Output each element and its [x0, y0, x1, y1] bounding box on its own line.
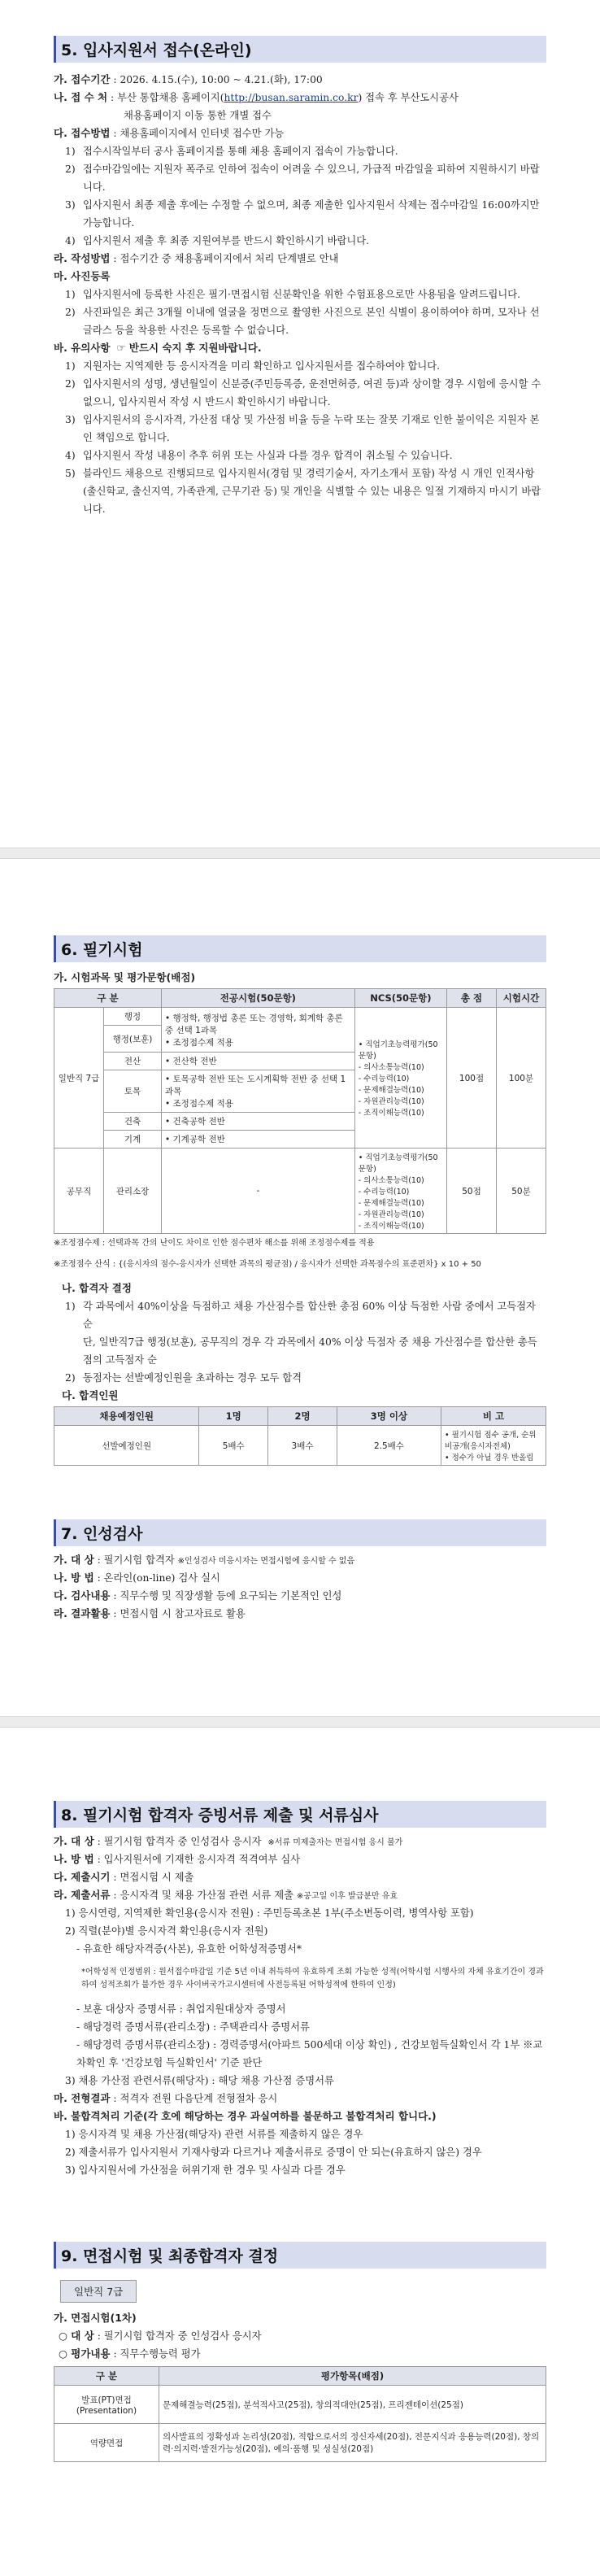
pass-td-3: 2.5배수	[337, 1426, 441, 1466]
list-item-number: 1)	[65, 1301, 76, 1312]
list-item-text: 입사지원서의 응시자격, 가산점 대상 및 가산점 비율 등을 누락 또는 잘못 기재로 인한 불이익은 지원자 본인 책임으로 합니다.	[83, 414, 540, 443]
s5-ma-label: 마. 사진등록	[54, 270, 111, 282]
s5-na-text: : 부산 통합채용 홈페이지(	[111, 92, 224, 103]
s8-ra-note: ※공고일 이후 발급분만 유효	[296, 1892, 398, 1901]
s9-o1-label: ○ 대 상	[59, 2330, 94, 2342]
section-5-title: 5. 입사지원서 접수(온라인)	[54, 36, 546, 63]
th-ncs: NCS(50문항)	[354, 989, 446, 1008]
pass-td-0: 선발예정인원	[54, 1426, 199, 1466]
list-item-number: 5)	[65, 468, 76, 479]
s7-item-text: : 온라인(on-line) 검사 실시	[97, 1572, 220, 1584]
s6-ga-label: 가. 시험과목 및 평가문항(배점)	[54, 971, 196, 983]
list-item	[65, 232, 546, 250]
list-item-number: 1)	[65, 146, 76, 157]
s9-o2-label: ○ 평가내용	[59, 2347, 111, 2360]
s7-item-label: 라. 결과활용	[54, 1607, 111, 1619]
s7-item-text: : 필기시험 합격자	[97, 1554, 175, 1566]
list-item	[65, 464, 546, 518]
s8-ma-label: 마. 전형결과	[54, 2092, 111, 2104]
list-item-text: 지원자는 지역제한 등 응시자격을 미리 확인하고 입사지원서를 접수하여야 합니다.	[83, 360, 441, 372]
iv-row0-type: 발표(PT)면접 (Presentation)	[54, 2386, 159, 2424]
list-item: - 해당경력 증명서류(관리소장) : 경력증명서(아파트 500세대 이상 확인) , 건강보험득실확인서 각 1부 ※교차확인 후 '건강보험 득실확인서' 기준 판단	[76, 2039, 543, 2068]
pass-td-2: 3배수	[268, 1426, 337, 1466]
list-item-text: 사진파일은 최근 3개월 이내에 얼굴을 정면으로 촬영한 사진으로 본인 식별이 용이하여야 하며, 모자나 선글라스 등을 착용한 사진은 등록할 수 없습니다.	[83, 307, 540, 336]
s5-na-label: 나. 접 수 처	[54, 91, 108, 103]
field-cell: 전산	[104, 1053, 162, 1070]
list-item-text: 단, 일반직7급 행정(보훈), 공무직의 경우 각 과목에서 40% 이상 득점자 중 채용 가산점수를 합산한 총득점의 고득점자 순	[83, 1336, 537, 1366]
s7-item-label: 가. 대 상	[54, 1554, 94, 1566]
major-cell: • 전산학 전반	[162, 1053, 355, 1070]
s6-na-list	[54, 1297, 546, 1387]
list-item-number: 3)	[65, 414, 76, 425]
list-item	[65, 411, 546, 447]
section-6-title: 6. 필기시험	[54, 935, 546, 962]
pass-th-2: 2명	[268, 1407, 337, 1426]
list-item-number: 1)	[65, 289, 76, 300]
list-item-text: 접수시작일부터 공사 홈페이지를 통해 채용 홈페이지 접속이 가능합니다.	[83, 146, 398, 157]
list-item: 3) 채용 가산점 관련서류(해당자) : 해당 채용 가산점 증명서류	[65, 2075, 334, 2086]
major-cell: • 기계공학 전반	[162, 1131, 355, 1149]
list-item: 2) 직렬(분야)별 응시자격 확인용(응시자 전원)	[65, 1925, 268, 1937]
time-cell: 100분	[497, 1008, 546, 1149]
s7-item-text: : 면접시험 시 참고자료로 활용	[113, 1608, 246, 1619]
pass-th-4: 비 고	[441, 1407, 546, 1426]
s8-ba-label: 바. 불합격처리 기준(각 호에 해당하는 경우 과실여하를 불문하고 불합격처리 합니다.)	[54, 2110, 437, 2122]
list-item	[65, 303, 546, 339]
major-cell: -	[162, 1149, 355, 1234]
s8-ga-note: ※서류 미제출자는 면접시험 응시 불가	[267, 1838, 403, 1847]
s8-ba-list	[54, 2125, 546, 2179]
s6-note1: ※조정점수제 : 선택과목 간의 난이도 차이로 인한 점수편차 해소를 위해 조정점수제를 적용	[54, 1239, 375, 1248]
list-item: *어학성적 인정범위 : 원서접수마감일 기준 5년 이내 취득하여 유효하게 조회 가능한 성적(어학시험 시행사의 자체 유효기간이 경과하여 성적조회가 불가한 경우 사이버국가고시센터에 사전등록된 어학성적에 한하여 인정)	[81, 1968, 544, 1990]
section-9	[54, 2242, 546, 2462]
s5-da-list	[54, 142, 546, 250]
exam-table-body	[54, 1008, 546, 1234]
list-item-text: 입사지원서 제출 후 최종 지원여부를 반드시 확인하시기 바랍니다.	[83, 235, 369, 246]
field-cell: 행정(보훈)	[104, 1026, 162, 1053]
list-item-number: 4)	[65, 235, 76, 246]
section-8	[54, 1801, 546, 2179]
busan-recruit-link[interactable]: http://busan.saramin.co.kr	[224, 92, 359, 103]
list-item: 2) 제출서류가 입사지원서 기재사항과 다르거나 제출서류로 증명이 안 되는(유효하지 않은) 경우	[65, 2147, 482, 2158]
th-score: 총 점	[447, 989, 497, 1008]
list-item	[65, 160, 546, 196]
list-item-text: 접수마감일에는 지원자 폭주로 인하여 접속이 어려울 수 있으니, 가급적 마감일을 피하여 지원하시기 바랍니다.	[83, 163, 540, 193]
s8-na-text: : 입사지원서에 기재한 응시자격 적격여부 심사	[97, 1854, 300, 1865]
s8-body	[54, 1833, 546, 2179]
list-item	[65, 285, 546, 303]
ncs-cell: • 직업기초능력평가(50문항) - 의사소통능력(10) - 수리능력(10) - 문제해결능력(10) - 자원관리능력(10) - 조직이해능력(10)	[354, 1149, 446, 1234]
s6-na-label: 나. 합격자 결정	[62, 1282, 132, 1294]
pass-th-0: 채용예정인원	[54, 1407, 199, 1426]
section-5	[54, 0, 546, 518]
th-category: 구 분	[54, 989, 162, 1008]
s8-ra-text: : 응시자격 및 채용 가산점 관련 서류 제출	[113, 1890, 293, 1901]
list-item: - 보훈 대상자 증명서류 : 취업지원대상자 증명서	[76, 2003, 286, 2015]
list-item-text: 블라인드 채용으로 진행되므로 입사지원서(경험 및 경력기술서, 자기소개서 포함) 작성 시 개인 인적사항(출신학교, 출신지역, 가족관계, 근무기관 등) 및 개인을 식별할 수 있는 내용은 일절 기재하지 마시기 바랍니다.	[83, 468, 541, 515]
pass-td-1: 5배수	[199, 1426, 268, 1466]
s5-ra-label: 라. 작성방법	[54, 252, 111, 264]
list-item-text: 입사지원서 작성 내용이 추후 허위 또는 사실과 다를 경우 합격이 취소될 수 있습니다.	[83, 450, 453, 461]
list-item-text: 동점자는 선발예정인원을 초과하는 경우 모두 합격	[83, 1372, 302, 1384]
iv-th-0: 구 분	[54, 2367, 159, 2386]
s8-ra-label: 라. 제출서류	[54, 1889, 111, 1901]
major-cell: • 행정학, 행정법 총론 또는 경영학, 회계학 총론 중 선택 1과목 • 조정점수제 적용	[162, 1008, 355, 1053]
list-item	[65, 142, 546, 160]
list-item: - 유효한 해당자격증(사본), 유효한 어학성적증명서*	[76, 1943, 302, 1955]
s7-item	[54, 1569, 546, 1587]
s8-ra-list	[54, 1904, 546, 2090]
list-item-text: 입사지원서 최종 제출 후에는 수정할 수 없으며, 최종 제출한 입사지원서 삭제는 접수마감일 16:00까지만 가능합니다.	[83, 199, 540, 229]
list-item	[65, 196, 546, 232]
list-item	[65, 375, 546, 411]
s7-item	[54, 1551, 546, 1569]
list-item: - 해당경력 증명서류(관리소장) : 주택관리사 증명서류	[76, 2021, 310, 2033]
pass-th-1: 1명	[199, 1407, 268, 1426]
list-item-text: 입사지원서에 등록한 사진은 필기·면접시험 신분확인을 위한 수험표용으로만 사용됨을 알려드립니다.	[83, 289, 520, 300]
pass-note: • 필기시험 점수 공개, 순위 비공개(응시자전체) • 정수가 아닐 경우 반올림	[441, 1426, 546, 1466]
s5-ba-list	[54, 357, 546, 518]
ncs-cell: • 직업기초능력평가(50문항) - 의사소통능력(10) - 수리능력(10) - 문제해결능력(10) - 자원관리능력(10) - 조직이해능력(10)	[354, 1008, 446, 1149]
field-cell: 토목	[104, 1070, 162, 1113]
s7-item-text: : 직무수행 및 직장생활 등에 요구되는 기본적인 인성	[113, 1590, 342, 1602]
s5-na-text-post: ) 접속 후 부산도시공사	[358, 92, 459, 103]
pass-th-3: 3명 이상	[337, 1407, 441, 1426]
list-item-number	[65, 1333, 83, 1369]
section-5-body	[54, 71, 546, 518]
s7-item-label: 다. 검사내용	[54, 1589, 111, 1602]
s5-ma-list	[54, 285, 546, 339]
s8-na-label: 나. 방 법	[54, 1853, 94, 1865]
list-item-text: 각 과목에서 40%이상을 득점하고 채용 가산점수를 합산한 총점 60% 이상 득점한 사람 중에서 고득점자 순	[83, 1301, 536, 1330]
list-item: 3) 입사지원서에 가산점을 허위기재 한 경우 및 사실과 다를 경우	[65, 2164, 346, 2176]
s7-list	[54, 1551, 546, 1623]
s5-da-text: : 채용홈페이지에서 인터넷 접수만 가능	[113, 128, 285, 139]
iv-th-1: 평가항목(배점)	[159, 2367, 546, 2386]
section-7-title: 7. 인성검사	[54, 1519, 546, 1546]
section-8-title: 8. 필기시험 합격자 증빙서류 제출 및 서류심사	[54, 1801, 546, 1828]
s5-da-label: 다. 접수방법	[54, 127, 111, 139]
section-6	[54, 935, 546, 1466]
field-cell: 행정	[104, 1008, 162, 1026]
category-pill: 일반직 7급	[60, 2280, 137, 2303]
list-item-number: 2)	[65, 1372, 76, 1384]
s5-ba-arrow: ☞ 반드시 숙지 후 지원바랍니다.	[116, 342, 262, 354]
score-cell: 50점	[447, 1149, 497, 1234]
section-divider	[0, 848, 600, 859]
time-cell: 50분	[497, 1149, 546, 1234]
s5-na-text2: 채용홈페이지 이동 통한 개별 접수	[124, 110, 272, 121]
s5-ga-text: : 2026. 4.15.(수), 10:00 ~ 4.21.(화), 17:00	[113, 74, 323, 85]
iv-row0-items: 문제해결능력(25점), 분석적사고(25점), 창의적대안(25점), 프리젠테이션(25점)	[159, 2386, 546, 2424]
s7-item-label: 나. 방 법	[54, 1571, 94, 1584]
list-item-number: 4)	[65, 450, 76, 461]
s8-ga-text: : 필기시험 합격자 중 인성검사 응시자	[97, 1836, 262, 1847]
list-item-number: 1)	[65, 360, 76, 372]
s7-item-note: ※인성검사 미응시자는 면접시험에 응시할 수 없음	[177, 1557, 355, 1566]
field-cell: 기계	[104, 1131, 162, 1149]
s7-item	[54, 1605, 546, 1623]
list-item-number: 2)	[65, 307, 76, 318]
th-major: 전공시험(50문항)	[162, 989, 355, 1008]
major-cell: • 건축공학 전반	[162, 1113, 355, 1131]
s9-o1-text: : 필기시험 합격자 중 인성검사 응시자	[97, 2330, 262, 2342]
s8-da-text: : 면접시험 시 제출	[113, 1872, 194, 1883]
list-item: 1) 응시자격 및 채용 가산점(해당자) 관련 서류를 제출하지 않은 경우	[65, 2129, 363, 2140]
th-time: 시험시간	[497, 989, 546, 1008]
section-divider-2	[0, 1716, 600, 1728]
field-cell: 건축	[104, 1113, 162, 1131]
interview-table	[54, 2366, 546, 2462]
list-item-number: 2)	[65, 163, 76, 175]
s9-o2-text: : 직무수행능력 평가	[113, 2348, 201, 2360]
field-cell: 관리소장	[104, 1149, 162, 1234]
iv-row1-type: 역량면접	[54, 2424, 159, 2462]
list-item-number: 3)	[65, 199, 76, 211]
section-9-title: 9. 면접시험 및 최종합격자 결정	[54, 2242, 546, 2269]
group-general: 일반직 7급	[54, 1008, 104, 1149]
s6-da-label: 다. 합격인원	[62, 1389, 119, 1401]
s7-item	[54, 1587, 546, 1605]
list-item: 1) 응시연령, 지역제한 확인용(응시자 전원) : 주민등록초본 1부(주소변동이력, 병역사항 포함)	[65, 1907, 474, 1919]
s6-note2: ※조정점수 산식 : {(응시자의 점수-응시자가 선택한 과목의 평균점) / 응시자가 선택한 과목점수의 표준편차} x 10 + 50	[54, 1260, 481, 1269]
list-item-text: 입사지원서의 성명, 생년월일이 신분증(주민등록증, 운전면허증, 여권 등)과 상이할 경우 시험에 응시할 수 없으니, 입사지원서 작성 시 반드시 확인하시기 바랍니다.	[83, 378, 541, 408]
list-item	[65, 357, 546, 375]
major-cell: • 토목공학 전반 또는 도시계획학 전반 중 선택 1과목 • 조정점수제 적용	[162, 1070, 355, 1113]
list-item	[65, 447, 546, 464]
s5-ga-label: 가. 접수기간	[54, 73, 111, 85]
list-item	[65, 1333, 546, 1369]
s8-ma-text: : 적격자 전원 다음단계 전형절차 응시	[113, 2093, 278, 2104]
exam-subject-table	[54, 988, 546, 1234]
s5-ba-label: 바. 유의사항	[54, 342, 111, 354]
list-item-number: 2)	[65, 378, 76, 390]
list-item	[65, 1297, 546, 1333]
s8-ga-label: 가. 대 상	[54, 1835, 94, 1847]
section-7	[54, 1519, 546, 1623]
iv-row1-items: 의사발표의 정확성과 논리성(20점), 적합으로서의 정신자세(20점), 전문지식과 응용능력(20점), 창의력·의지력·발전가능성(20점), 예의·품행 및 성실성(20점)	[159, 2424, 546, 2462]
score-cell: 100점	[447, 1008, 497, 1149]
s9-ga-label: 가. 면접시험(1차)	[54, 2312, 137, 2324]
list-item	[65, 1369, 546, 1387]
s5-ra-text: : 접수기간 중 채용홈페이지에서 처리 단계별로 안내	[113, 253, 339, 264]
pass-count-table	[54, 1406, 546, 1466]
group-public: 공무직	[54, 1149, 104, 1234]
s8-da-label: 다. 제출시기	[54, 1871, 111, 1883]
